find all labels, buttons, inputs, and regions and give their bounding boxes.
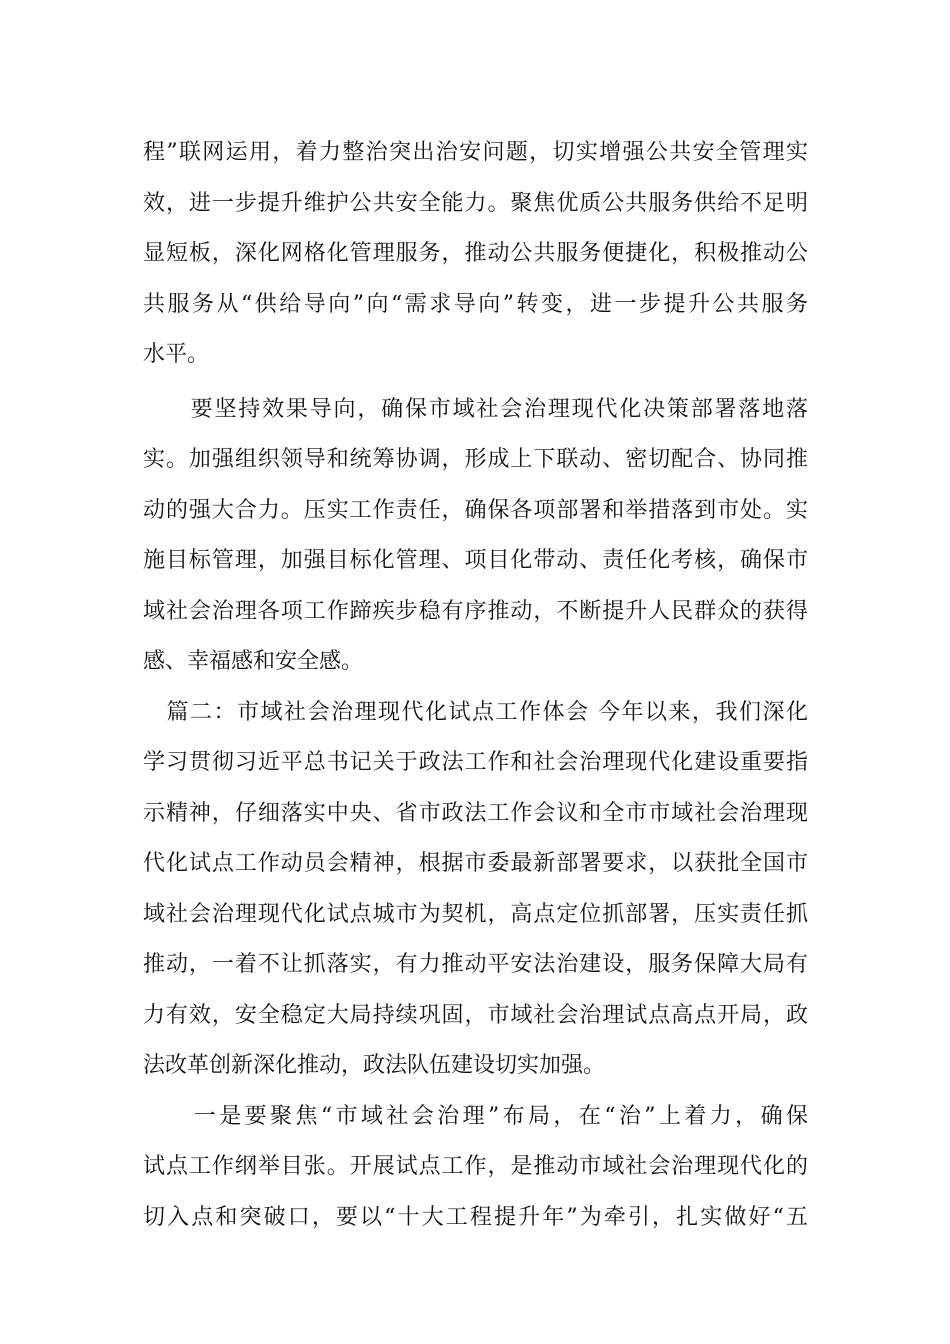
text-line: 水平。	[143, 342, 210, 367]
paragraph-1	[143, 128, 808, 381]
document-body	[143, 128, 808, 1243]
text-line: 代化试点工作动员会精神，根据市委最新部署要求，以获批全国市	[143, 851, 808, 876]
text-line: 一是要聚焦“市域社会治理”布局，在“治”上着力，确保	[143, 1103, 808, 1129]
text-line: 程”联网运用，着力整治突出治安问题，切实增强公共安全管理实	[143, 140, 808, 165]
text-line: 推动，一着不让抓落实，有力推动平安法治建设，服务保障大局有	[143, 952, 808, 977]
text-line: 篇二：市域社会治理现代化试点工作体会 今年以来，我们深化	[143, 699, 808, 725]
text-line: 示精神，仔细落实中央、省市政法工作会议和全市市域社会治理现	[143, 800, 808, 826]
text-line: 效，进一步提升维护公共安全能力。聚焦优质公共服务供给不足明	[143, 190, 808, 216]
text-line: 试点工作纲举目张。开展试点工作，是推动市域社会治理现代化的	[143, 1154, 808, 1179]
text-line: 施目标管理，加强目标化管理、项目化带动、责任化考核，确保市	[143, 548, 808, 573]
text-line: 实。加强组织领导和统筹协调，形成上下联动、密切配合、协同推	[143, 447, 808, 472]
text-line: 域社会治理各项工作蹄疾步稳有序推动，不断提升人民群众的获得	[143, 598, 808, 624]
text-line: 共服务从“供给导向”向“需求导向”转变，进一步提升公共服务	[143, 291, 808, 317]
text-line: 显短板，深化网格化管理服务，推动公共服务便捷化，积极推动公	[143, 241, 808, 266]
text-line: 切入点和突破口，要以“十大工程提升年”为牵引，扎实做好“五	[143, 1204, 808, 1230]
text-line: 学习贯彻习近平总书记关于政法工作和社会治理现代化建设重要指	[143, 750, 808, 775]
text-line: 域社会治理现代化试点城市为契机，高点定位抓部署，压实责任抓	[143, 901, 808, 927]
text-line: 动的强大合力。压实工作责任，确保各项部署和举措落到市处。实	[143, 497, 808, 523]
paragraph-2	[143, 385, 808, 688]
paragraph-4	[143, 1092, 808, 1244]
text-line: 法改革创新深化推动，政法队伍建设切实加强。	[143, 1053, 606, 1078]
text-line: 感、幸福感和安全感。	[143, 649, 364, 674]
text-line: 力有效，安全稳定大局持续巩固，市域社会治理试点高点开局，政	[143, 1002, 808, 1028]
text-line: 要坚持效果导向，确保市域社会治理现代化决策部署落地落	[143, 396, 808, 422]
paragraph-3	[143, 688, 808, 1092]
